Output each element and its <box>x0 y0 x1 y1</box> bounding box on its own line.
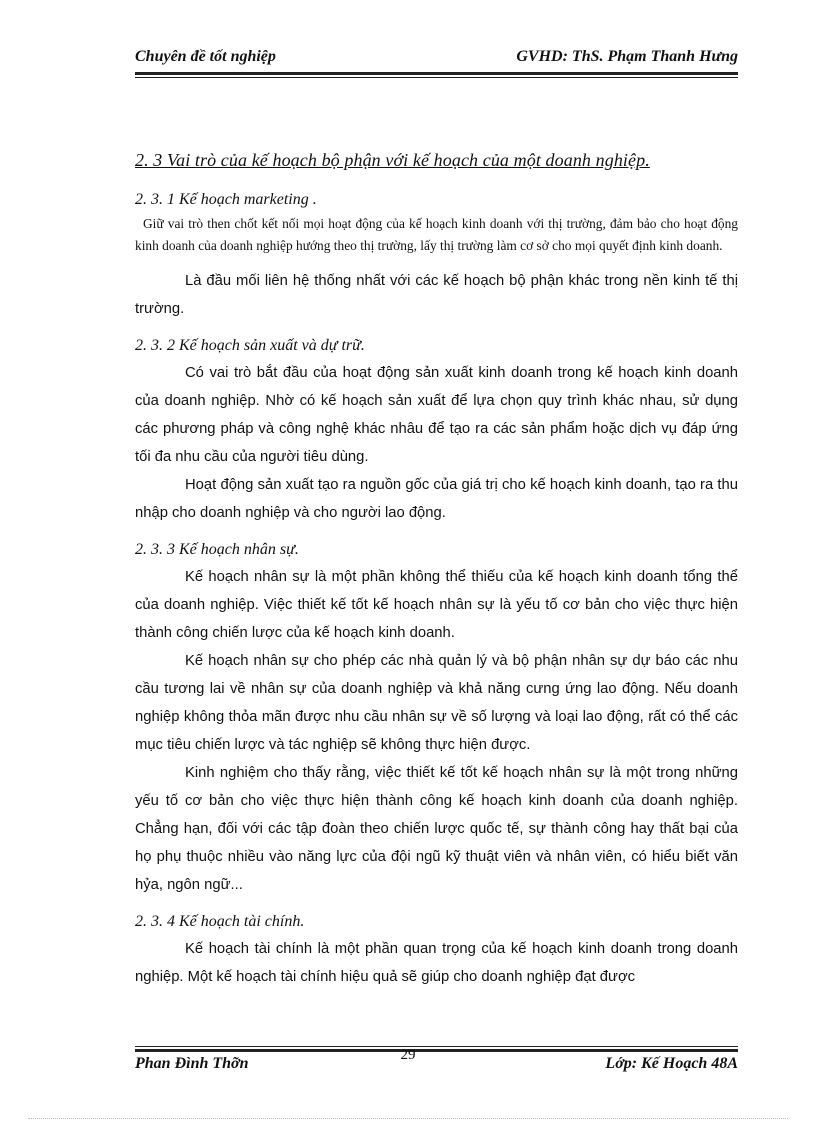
subsection-title-marketing: 2. 3. 1 Kế hoạch marketing . <box>135 191 317 208</box>
subsection-title-finance: 2. 3. 4 Kế hoạch tài chính. <box>135 913 305 930</box>
subsection-title-production: 2. 3. 2 Kế hoạch sản xuất và dự trữ. <box>135 337 365 354</box>
paragraph: Kế hoạch nhân sự là một phần không thể thiếu của kế hoạch kinh doanh tổng thể của doanh nghiệp. Việc thiết kế tốt kế hoạch nhân sự là yếu tố cơ bản cho việc thực hiện thành công chiến lược của kế hoạch kinh doanh. <box>135 569 738 641</box>
paragraph: Kinh nghiệm cho thấy rằng, việc thiết kế tốt kế hoạch nhân sự là một trong những yếu tố cơ bản cho việc thực hiện thành công kế hoạch kinh doanh của doanh nghiệp. Chẳng hạn, đối với các tập đoàn theo chiến lược quốc tế, sự thành công hay thất bại của họ phụ thuộc nhiều vào năng lực của đội ngũ kỹ thuật viên và nhân viên, có hiểu biết văn hỷa, ngôn ngữ... <box>135 765 738 893</box>
footer-class: Lớp: Kế Hoạch 48A <box>605 1055 738 1072</box>
paragraph: Hoạt động sản xuất tạo ra nguồn gốc của giá trị cho kế hoạch kinh doanh, tạo ra thu nhập cho doanh nghiệp và cho người lao động. <box>135 477 738 521</box>
header-advisor: GVHD: ThS. Phạm Thanh Hưng <box>516 48 738 65</box>
page-number: 29 <box>400 1047 416 1063</box>
page-content <box>135 150 738 991</box>
subsection-title-hr: 2. 3. 3 Kế hoạch nhân sự. <box>135 541 299 558</box>
section-title: 2. 3 Vai trò của kế hoạch bộ phận với kế hoạch của một doanh nghiệp. <box>135 150 650 170</box>
paragraph-marketing-role: Giữ vai trò then chốt kết nối mọi hoạt động của kế hoạch kinh doanh với thị trường, đảm bảo cho hoạt động kinh doanh của doanh nghiệp hướng theo thị trường, lấy thị trường làm cơ sở cho mọi quyết định kinh doanh. <box>135 216 738 253</box>
paragraph: Có vai trò bắt đầu của hoạt động sản xuất kinh doanh trong kế hoạch kinh doanh của doanh nghiệp. Nhờ có kế hoạch sản xuất để lựa chọn quy trình khác nhau, sử dụng các phương pháp và công nghệ khác nhâu để tạo ra các sản phẩm hoặc dịch vụ đáp ứng tối đa nhu cầu của người tiêu dùng. <box>135 365 738 465</box>
paragraph: Kế hoạch tài chính là một phần quan trọng của kế hoạch kinh doanh trong doanh nghiệp. Một kế hoạch tài chính hiệu quả sẽ giúp cho doanh nghiệp đạt được <box>135 941 738 985</box>
paragraph: Kế hoạch nhân sự cho phép các nhà quản lý và bộ phận nhân sự dự báo các nhu cầu tương lai về nhân sự của doanh nghiệp và khả năng cưng ứng lao động. Nếu doanh nghiệp không thỏa mãn được nhu cầu nhân sự về số lượng và loại lao động, rất có thể các mục tiêu chiến lược và tác nghiệp sẽ không thực hiện được. <box>135 653 738 753</box>
header-rule-thin <box>135 77 738 78</box>
page-bottom-divider <box>28 1118 788 1119</box>
page-header <box>135 48 738 70</box>
header-document-type: Chuyên đề tốt nghiệp <box>135 48 276 65</box>
page-footer <box>135 1055 738 1077</box>
paragraph: Là đầu mối liên hệ thống nhất với các kế hoạch bộ phận khác trong nền kinh tế thị trường. <box>135 273 738 317</box>
header-rule-thick <box>135 72 738 75</box>
footer-author: Phan Đình Thỡn <box>135 1055 249 1072</box>
